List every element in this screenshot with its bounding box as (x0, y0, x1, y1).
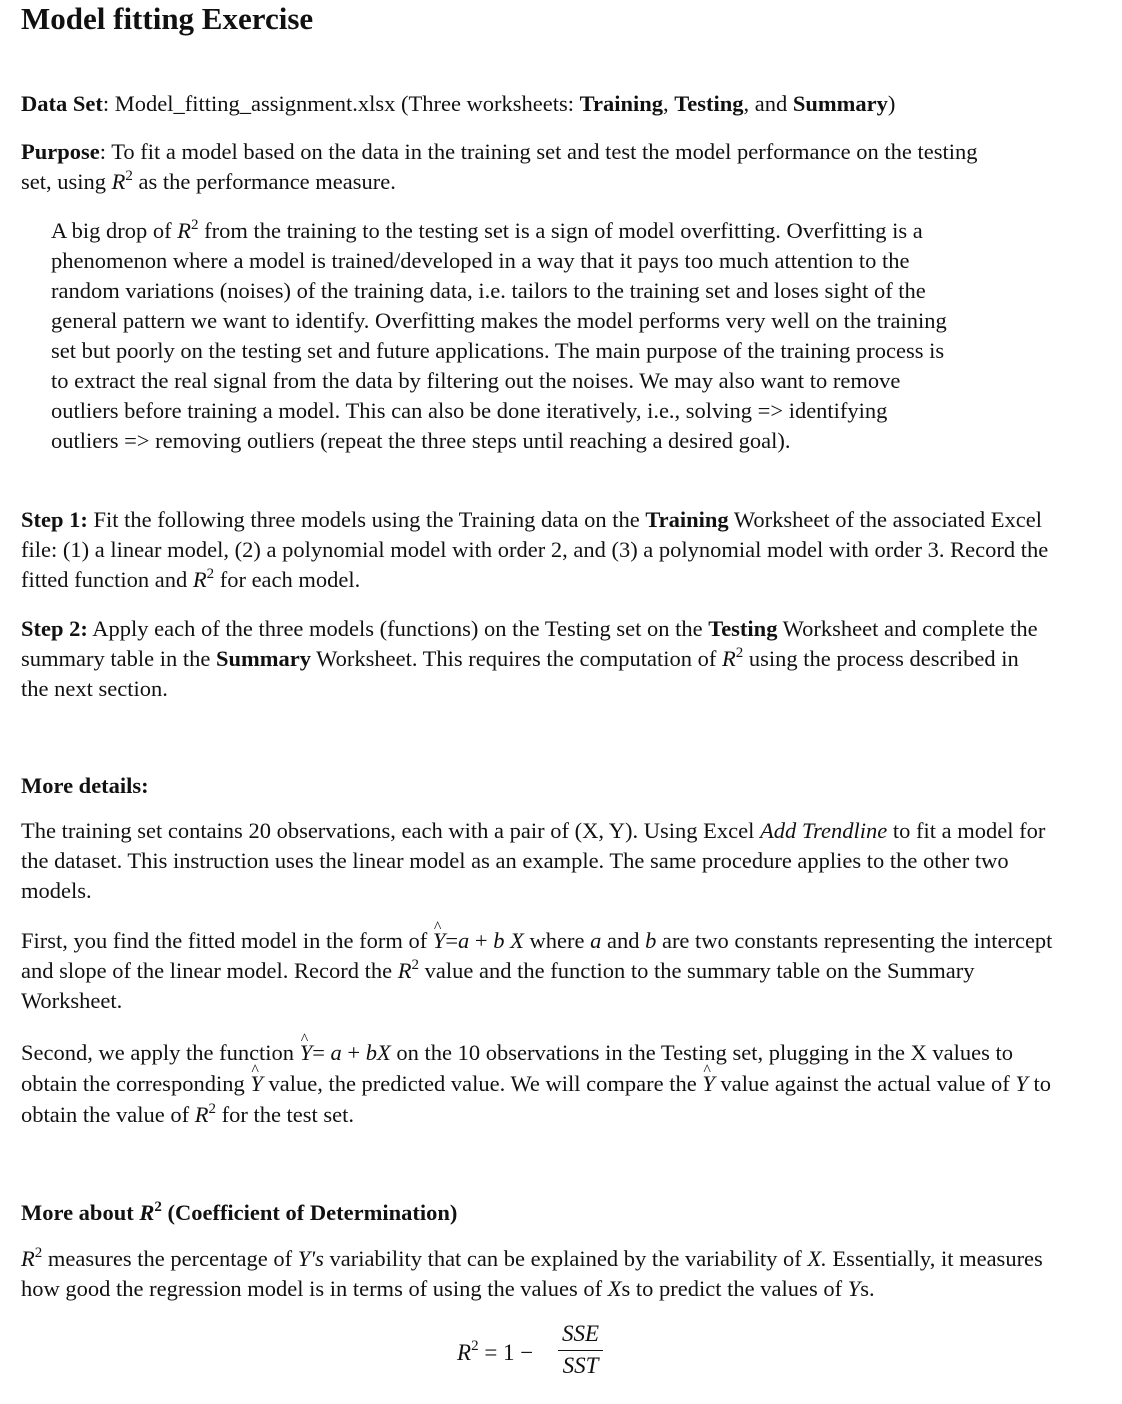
formula-fraction (558, 1320, 603, 1381)
step2-paragraph: Step 2: Apply each of the three models (functions) on the Testing set on the Testing Worksheet and complete the summary table in the Summary Worksheet. This requires the computation of $R^2$ using the process described in the next section. (21, 616, 1038, 701)
more-details-heading: More details: (21, 773, 149, 798)
y-hat-symbol: ^ Y (702, 1068, 715, 1099)
purpose-label: Purpose (21, 139, 100, 164)
formula-denominator: SST (562, 1353, 599, 1378)
y-hat-symbol: ^ Y (433, 926, 446, 956)
y-hat-symbol: ^ Y (300, 1037, 313, 1068)
step1-label: Step 1: (21, 507, 88, 532)
dataset-paragraph: Data Set: Model_fitting_assignment.xlsx (Three worksheets: Training, Testing, and Summary) (21, 91, 896, 116)
page-title: Model fitting Exercise (21, 1, 314, 36)
details-paragraph-1: The training set contains 20 observations, each with a pair of (X, Y). Using Excel Add Trendline to fit a model for the dataset. This instruction uses the linear model as an example. The same procedure applies to the other two models. (21, 818, 1046, 903)
overfitting-paragraph: A big drop of $R^2$ from the training to the testing set is a sign of model overfitting. Overfitting is a phenomenon where a model is trained/developed in a way that it pays too much attention to the random variations (noises) of the training data, i.e. tailors to the training set and loses sight of the general pattern we want to identify. Overfitting makes the model performs very well on the training set but poorly on the testing set and future applications. The main purpose of the training process is to extract the real signal from the data by filtering out the noises. We may also want to remove outliers before training a model. This can also be done iteratively, i.e., solving => identifying outliers => removing outliers (repeat the three steps until reaching a desired goal). (51, 216, 947, 453)
details-paragraph-3: Second, we apply the function ^ Y= a + bX on the 10 observations in the Testing set, plugging in the X values to obtain the corresponding ^ Y value, the predicted value. We will compare the ^ Y value against the actual value of Y to obtain the value of $R^2$ for the test set. (21, 1037, 1061, 1130)
r2-heading: More about $R^2$ (Coefficient of Determination) (21, 1198, 458, 1225)
step2-label: Step 2: (21, 616, 88, 641)
purpose-paragraph: Purpose: To fit a model based on the data in the training set and test the model performance on the testing set, using $R^2$ as the performance measure. (21, 139, 978, 194)
step1-paragraph: Step 1: Fit the following three models using the Training data on the Training Worksheet of the associated Excel file: (1) a linear model, (2) a polynomial model with order 2, and (3) a polynomial model with order 3. Record the fitted function and $R^2$ for each model. (21, 507, 1049, 592)
details-paragraph-2: First, you find the fitted model in the form of ^ Y=a + b X where a and b are two constants representing the intercept and slope of the linear model. Record the $R^2$ value and the function to the summary table on the Summary Worksheet. (21, 926, 1061, 1016)
r2-paragraph: $R^2$ measures the percentage of Y's variability that can be explained by the variability of X. Essentially, it measures how good the regression model is in terms of using the values of Xs to predict the values of Ys. (21, 1244, 1043, 1301)
formula-numerator: SSE (558, 1320, 603, 1351)
formula-lhs: $R^2 = 1$ − (457, 1338, 534, 1365)
y-hat-symbol: ^ Y (250, 1068, 263, 1099)
dataset-label: Data Set (21, 91, 103, 116)
